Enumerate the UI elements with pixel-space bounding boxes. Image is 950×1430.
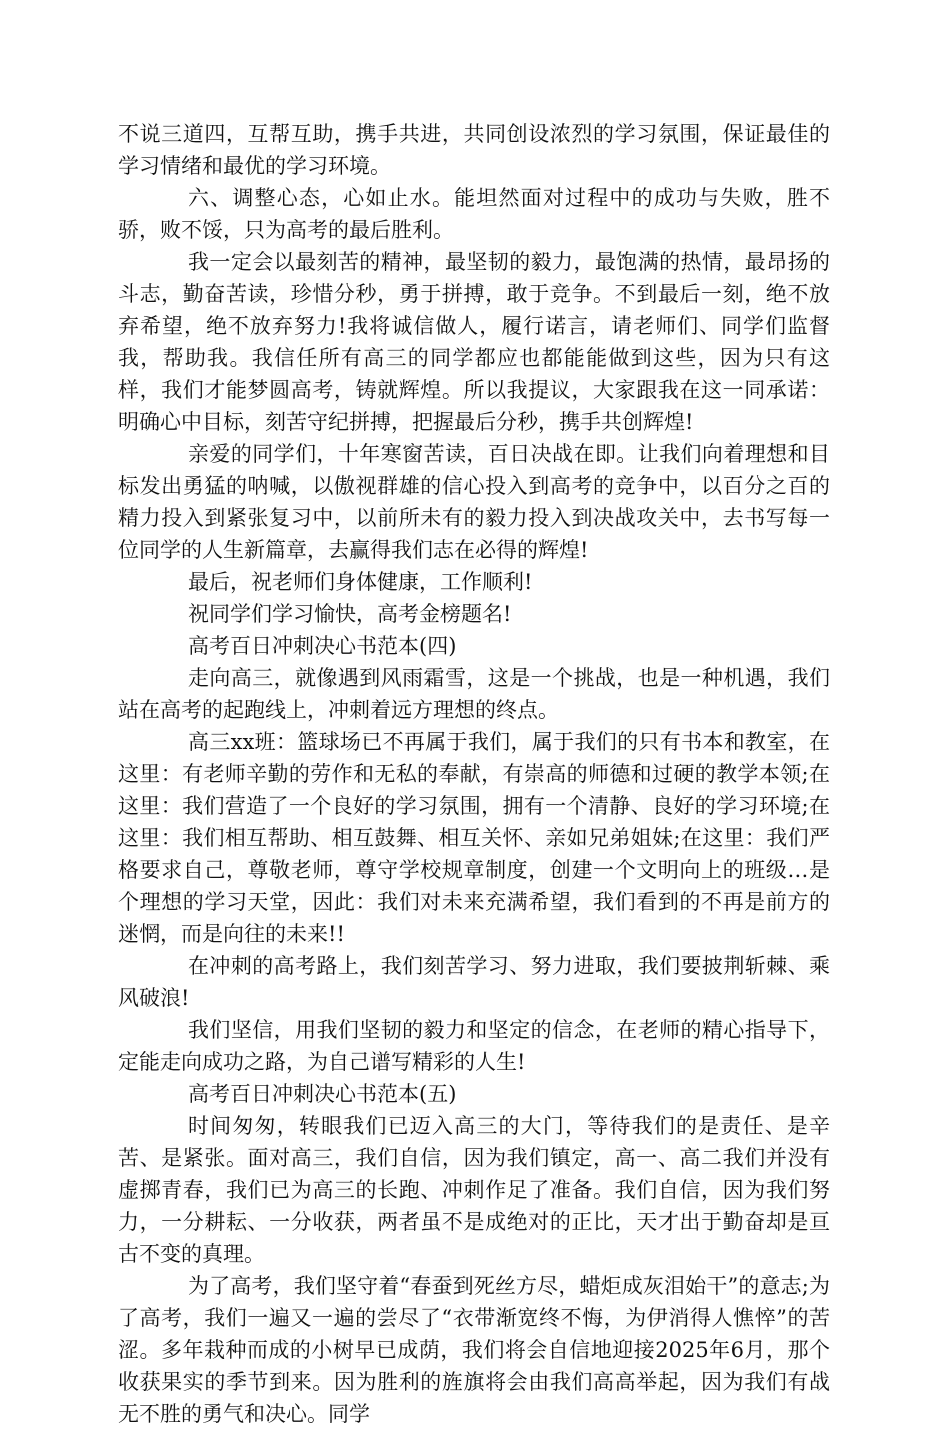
paragraph-pledge: 我一定会以最刻苦的精神，最坚韧的毅力，最饱满的热情，最昂扬的斗志，勤奋苦读，珍惜分秒，勇于拼搏，敢于竞争。不到最后一刻，绝不放弃希望，绝不放弃努力!我将诚信做人，履行诺言，请老师们、同学们监督我，帮助我。我信任所有高三的同学都应也都能能做到这些，因为只有这样，我们才能梦圆高考，铸就辉煌。所以我提议，大家跟我在这一同承诺： 明确心中目标，刻苦守纪拼搏，把握最后分秒，携手共创辉煌!: [118, 250, 830, 434]
section-heading-four: 高考百日冲刺决心书范本(四): [188, 634, 457, 658]
paragraph-for-gaokao: 为了高考，我们坚守着“春蚕到死丝方尽，蜡炬成灰泪始干”的意志;为了高考，我们一遍又一遍的尝尽了“衣带渐宽终不悔，为伊消得人憔悴”的苦涩。多年栽种而成的小树早已成荫，我们将会自信地迎接2025年6月，那个收获果实的季节到来。因为胜利的旌旗将会由我们高高举起，因为我们有战无不胜的勇气和决心。同学: [118, 1274, 830, 1426]
section-heading-five: 高考百日冲刺决心书范本(五): [188, 1082, 457, 1106]
paragraph-continuation: 不说三道四，互帮互助，携手共进，共同创设浓烈的学习氛围，保证最佳的学习情绪和最优的学习环境。: [118, 122, 830, 178]
document-body: [118, 118, 830, 1430]
paragraph-dear-classmates: 亲爱的同学们，十年寒窗苦读，百日决战在即。让我们向着理想和目标发出勇猛的呐喊，以傲视群雄的信心投入到高考的竞争中，以百分之百的精力投入到紧张复习中，以前所未有的毅力投入到决战攻关中，去书写每一位同学的人生新篇章，去赢得我们志在必得的辉煌!: [118, 442, 830, 562]
paragraph-we-believe: 我们坚信，用我们坚韧的毅力和坚定的信念，在老师的精心指导下，定能走向成功之路，为自己谱写精彩的人生!: [118, 1018, 830, 1074]
paragraph-senior-year: 走向高三，就像遇到风雨霜雪，这是一个挑战，也是一种机遇，我们站在高考的起跑线上，冲刺着远方理想的终点。: [118, 666, 830, 722]
paragraph-time-flies: 时间匆匆，转眼我们已迈入高三的大门，等待我们的是责任、是辛苦、是紧张。面对高三，我们自信，因为我们镇定，高一、高二我们并没有虚掷青春，我们已为高三的长跑、冲刺作足了准备。我们自信，因为我们努力，一分耕耘、一分收获，两者虽不是成绝对的正比，天才出于勤奋却是亘古不变的真理。: [118, 1114, 830, 1266]
paragraph-sprint-road: 在冲刺的高考路上，我们刻苦学习、努力进取，我们要披荆斩棘、乘风破浪!: [118, 954, 830, 1010]
paragraph-wish-students: 祝同学们学习愉快，高考金榜题名!: [188, 602, 512, 626]
paragraph-adjust-mindset: 六、调整心态，心如止水。能坦然面对过程中的成功与失败，胜不骄，败不馁，只为高考的最后胜利。: [118, 186, 830, 242]
paragraph-wish-teachers: 最后，祝老师们身体健康，工作顺利!: [188, 570, 533, 594]
paragraph-class-description: 高三xx班：篮球场已不再属于我们，属于我们的只有书本和教室，在这里：有老师辛勤的劳作和无私的奉献，有崇高的师德和过硬的教学本领;在这里：我们营造了一个良好的学习氛围，拥有一个清静、良好的学习环境;在这里：我们相互帮助、相互鼓舞、相互关怀、亲如兄弟姐妹;在这里：我们严格要求自己，尊敬老师，尊守学校规章制度，创建一个文明向上的班级…是个理想的学习天堂，因此：我们对未来充满希望，我们看到的不再是前方的迷惘，而是向往的未来!!: [118, 730, 830, 946]
